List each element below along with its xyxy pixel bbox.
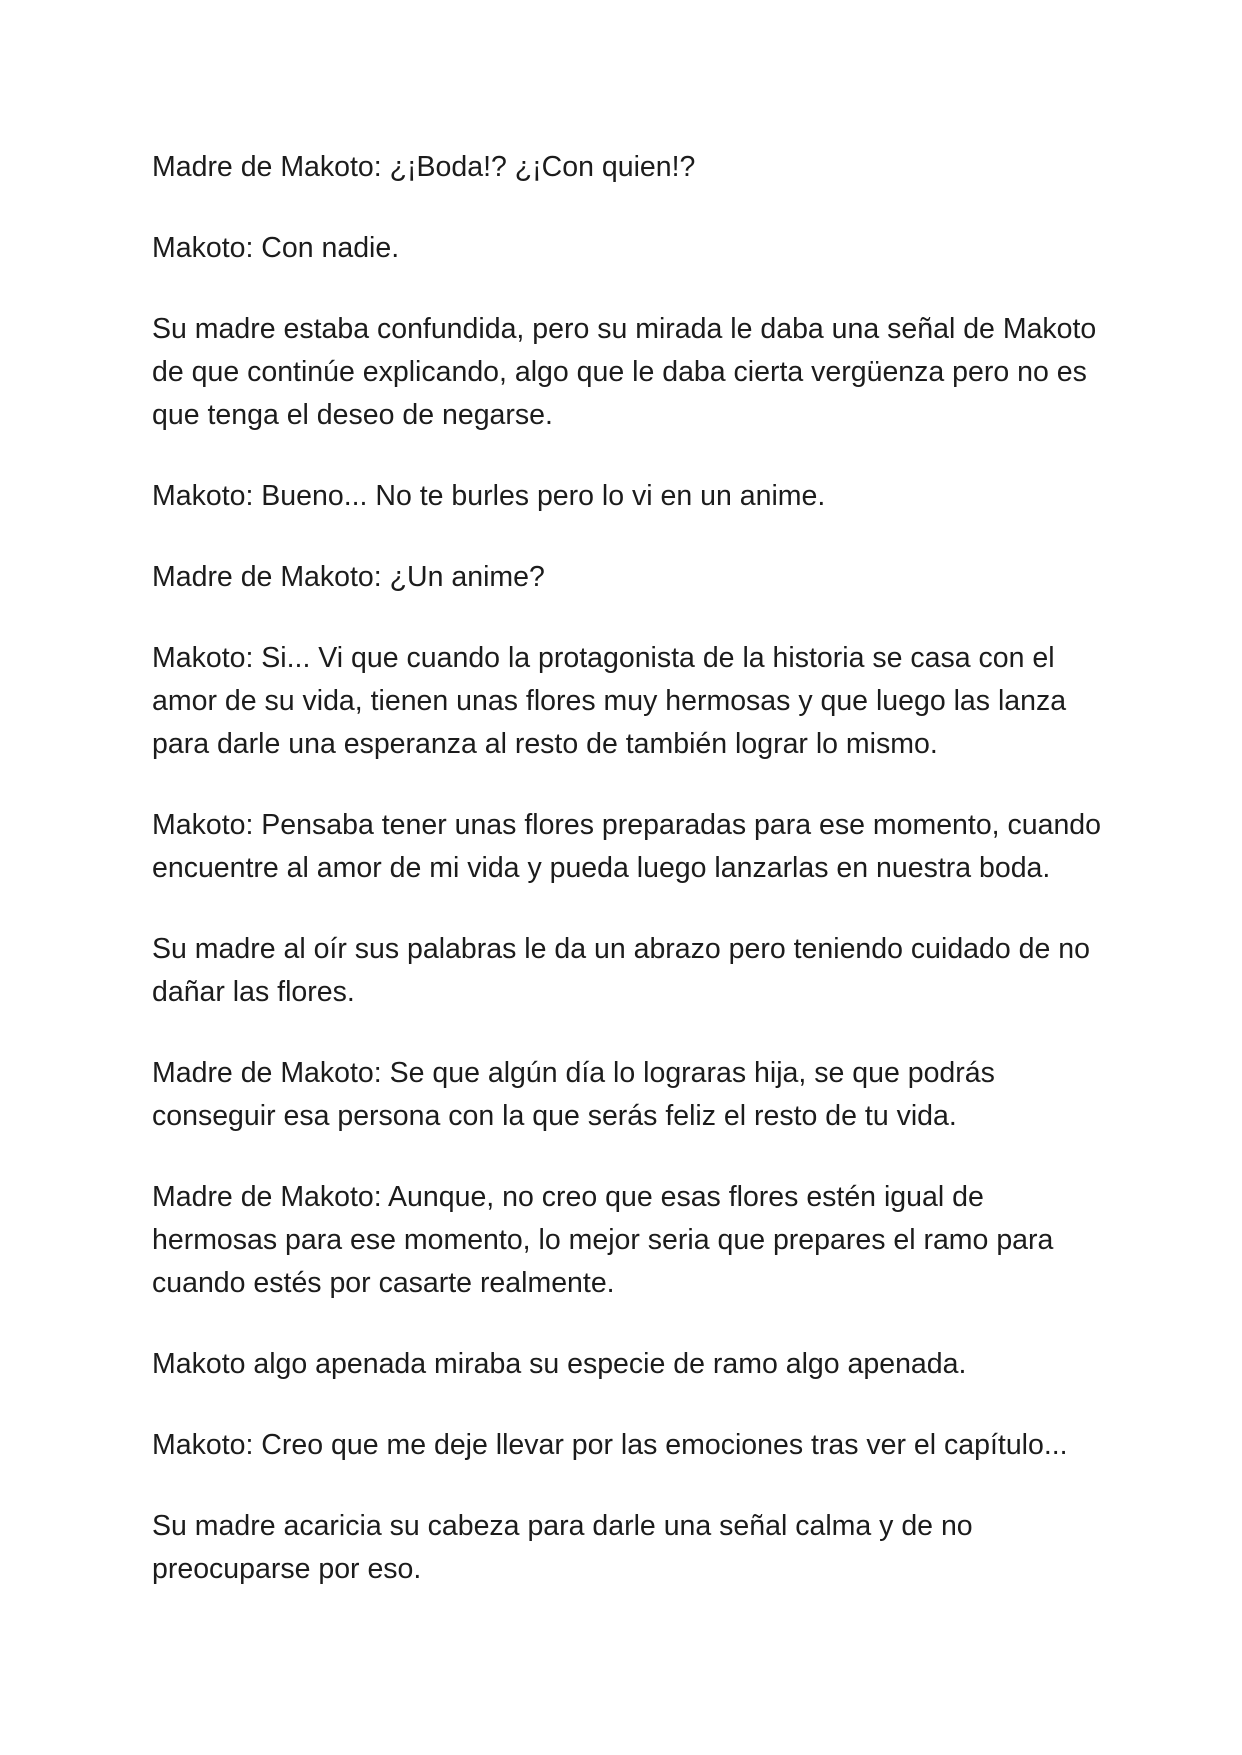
document-body [152,146,1112,1629]
paragraph: Makoto: Si... Vi que cuando la protagonista de la historia se casa con el amor de su vida, tienen unas flores muy hermosas y que luego las lanza para darle una esperanza al resto de también lograr lo mismo. [152,642,1067,760]
paragraph: Su madre estaba confundida, pero su mirada le daba una señal de Makoto de que continúe explicando, algo que le daba cierta vergüenza pero no es que tenga el deseo de negarse. [152,313,1097,431]
paragraph: Madre de Makoto: ¿Un anime? [152,561,545,593]
paragraph: Makoto: Con nadie. [152,232,400,264]
paragraph: Madre de Makoto: ¿¡Boda!? ¿¡Con quien!? [152,151,696,183]
paragraph: Makoto algo apenada miraba su especie de ramo algo apenada. [152,1348,967,1380]
paragraph: Makoto: Creo que me deje llevar por las emociones tras ver el capítulo... [152,1429,1068,1461]
paragraph: Su madre al oír sus palabras le da un abrazo pero teniendo cuidado de no dañar las flores. [152,933,1090,1008]
paragraph: Madre de Makoto: Aunque, no creo que esas flores estén igual de hermosas para ese momento, lo mejor seria que prepares el ramo para cuando estés por casarte realmente. [152,1181,1054,1299]
paragraph: Su madre acaricia su cabeza para darle una señal calma y de no preocuparse por eso. [152,1510,973,1585]
paragraph: Makoto: Bueno... No te burles pero lo vi en un anime. [152,480,826,512]
paragraph: Makoto: Pensaba tener unas flores preparadas para ese momento, cuando encuentre al amor de mi vida y pueda luego lanzarlas en nuestra boda. [152,809,1102,884]
paragraph: Madre de Makoto: Se que algún día lo lograras hija, se que podrás conseguir esa persona con la que serás feliz el resto de tu vida. [152,1057,995,1132]
